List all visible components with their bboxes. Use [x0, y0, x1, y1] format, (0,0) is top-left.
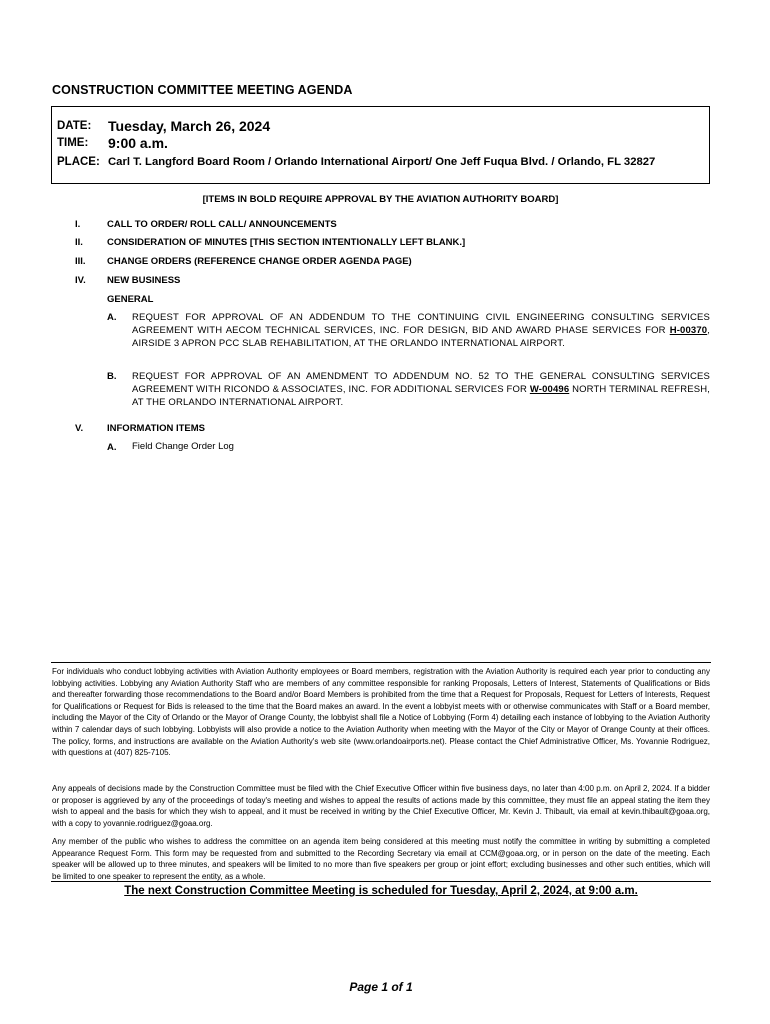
next-meeting-notice: The next Construction Committee Meeting is scheduled for Tuesday, April 2, 2024, at 9:00 a.m. — [124, 885, 638, 897]
project-code-w00496: W-00496 — [529, 384, 570, 395]
section-number: II. — [75, 237, 83, 248]
project-code-h00370: H-00370 — [669, 325, 708, 336]
page-title: CONSTRUCTION COMMITTEE MEETING AGENDA — [52, 83, 353, 97]
section-number: I. — [75, 219, 81, 230]
agenda-item-ricondo: REQUEST FOR APPROVAL OF AN AMENDMENT TO ADDENDUM NO. 52 TO THE GENERAL CONSULTING SERVICES AGREEMENT WITH RICONDO & ASSOCIATES, INC. FOR ADDITIONAL SERVICES FOR W-00496 NORTH TERMINAL REFRESH, AT THE ORLANDO INTERNATIONAL AIRPORT. — [132, 371, 711, 408]
item-letter: B. — [107, 371, 117, 382]
agenda-item-aecom: REQUEST FOR APPROVAL OF AN ADDENDUM TO THE CONTINUING CIVIL ENGINEERING CONSULTING SERVICES AGREEMENT WITH AECOM TECHNICAL SERVICES, INC. FOR DESIGN, BID AND AWARD PHASE SERVICES FOR H-00370, AIRSIDE 3 APRON PCC SLAB REHABILITATION, AT THE ORLANDO INTERNATIONAL AIRPORT. — [132, 312, 710, 349]
time-value: 9:00 a.m. — [108, 135, 168, 151]
section-new-business: NEW BUSINESS — [107, 275, 181, 286]
date-value: Tuesday, March 26, 2024 — [108, 118, 271, 134]
public-comment-notice: Any member of the public who wishes to address the committee on an agenda item being considered at this meeting must notify the committee in writing by submitting a completed Appearance Request Form. This form may be requested from and submitted to the Recording Secretary via email at CCM@goaa.org, or in person on the date of the meeting. Each speaker will be allowed up to three minutes, and speakers will be limited to no more than five speakers per group or joint effort; excluding businesses and other such entities, which will be limited to one speaker to represent the entity, as a whole. — [52, 837, 710, 881]
section-change-orders: CHANGE ORDERS (REFERENCE CHANGE ORDER AGENDA PAGE) — [107, 256, 412, 267]
time-label: TIME: — [57, 137, 89, 149]
page-number: Page 1 of 1 — [349, 980, 413, 994]
field-change-order-log: Field Change Order Log — [132, 441, 234, 452]
item-letter: A. — [107, 312, 117, 323]
approval-note: [ITEMS IN BOLD REQUIRE APPROVAL BY THE AVIATION AUTHORITY BOARD] — [202, 194, 559, 205]
appeals-notice: Any appeals of decisions made by the Construction Committee must be filed with the Chief Executive Officer within five business days, no later than 4:00 p.m. on April 2, 2024. If a bidder or proposer is aggrieved by any of the proceedings of today's meeting and wishes to appeal the results of actions made by this committee, they must file an appeal stating the item they wish to appeal and the basis for which they wish to appeal, and it must be received in writing by the Chief Executive Officer, Mr. Kevin J. Thibault, via email at kevin.thibault@goaa.org, with a copy to yovannie.rodriguez@goaa.org. — [52, 784, 710, 828]
section-number: IV. — [75, 275, 86, 286]
footer-divider — [51, 662, 711, 663]
section-information-items: INFORMATION ITEMS — [107, 423, 205, 434]
section-minutes: CONSIDERATION OF MINUTES [THIS SECTION INTENTIONALLY LEFT BLANK.] — [107, 237, 466, 248]
item-letter: A. — [107, 442, 117, 453]
section-call-to-order: CALL TO ORDER/ ROLL CALL/ ANNOUNCEMENTS — [107, 219, 337, 230]
footer-divider — [51, 881, 711, 882]
section-number: V. — [75, 423, 84, 434]
date-label: DATE: — [57, 120, 92, 132]
place-label: PLACE: — [57, 156, 100, 168]
meeting-info-box — [51, 106, 710, 184]
place-value: Carl T. Langford Board Room / Orlando International Airport/ One Jeff Fuqua Blvd. / Orlando, FL 32827 — [108, 156, 656, 168]
section-number: III. — [75, 256, 86, 267]
subsection-general: GENERAL — [107, 294, 154, 305]
lobbying-notice: For individuals who conduct lobbying activities with Aviation Authority employees or Board members, registration with the Aviation Authority is required each year prior to conducting any lobbying activities. Lobbying any Aviation Authority Staff who are members of any committee responsible for ranking Proposals, Letters of Interest, Statements of Qualifications or Bids and thereafter forwarding those recommendations to the Board and/or Board Members is prohibited from the time that a Request for Proposals, Request for Letters of Interests, Request for Qualifications or Request for Bids is released to the time that the Board makes an award. In the event a lobbyist meets with or otherwise communicates with Staff or a Board member, including the Mayor of the City of Orlando or the Mayor of Orange County, the lobbyist shall file a Notice of Lobbying (Form 4) detailing each instance of lobbying to the Aviation Authority within 7 calendar days of such lobbying. Lobbyists will also provide a notice to the Aviation Authority when meeting with the Mayor of the City or Mayor of Orange County at their offices. The policy, forms, and instructions are available on the Aviation Authority's web site (www.orlandoairports.net). Please contact the Chief Administrative Officer, Ms. Yovannie Rodriguez, with questions at (407) 825-7105. — [52, 667, 710, 758]
